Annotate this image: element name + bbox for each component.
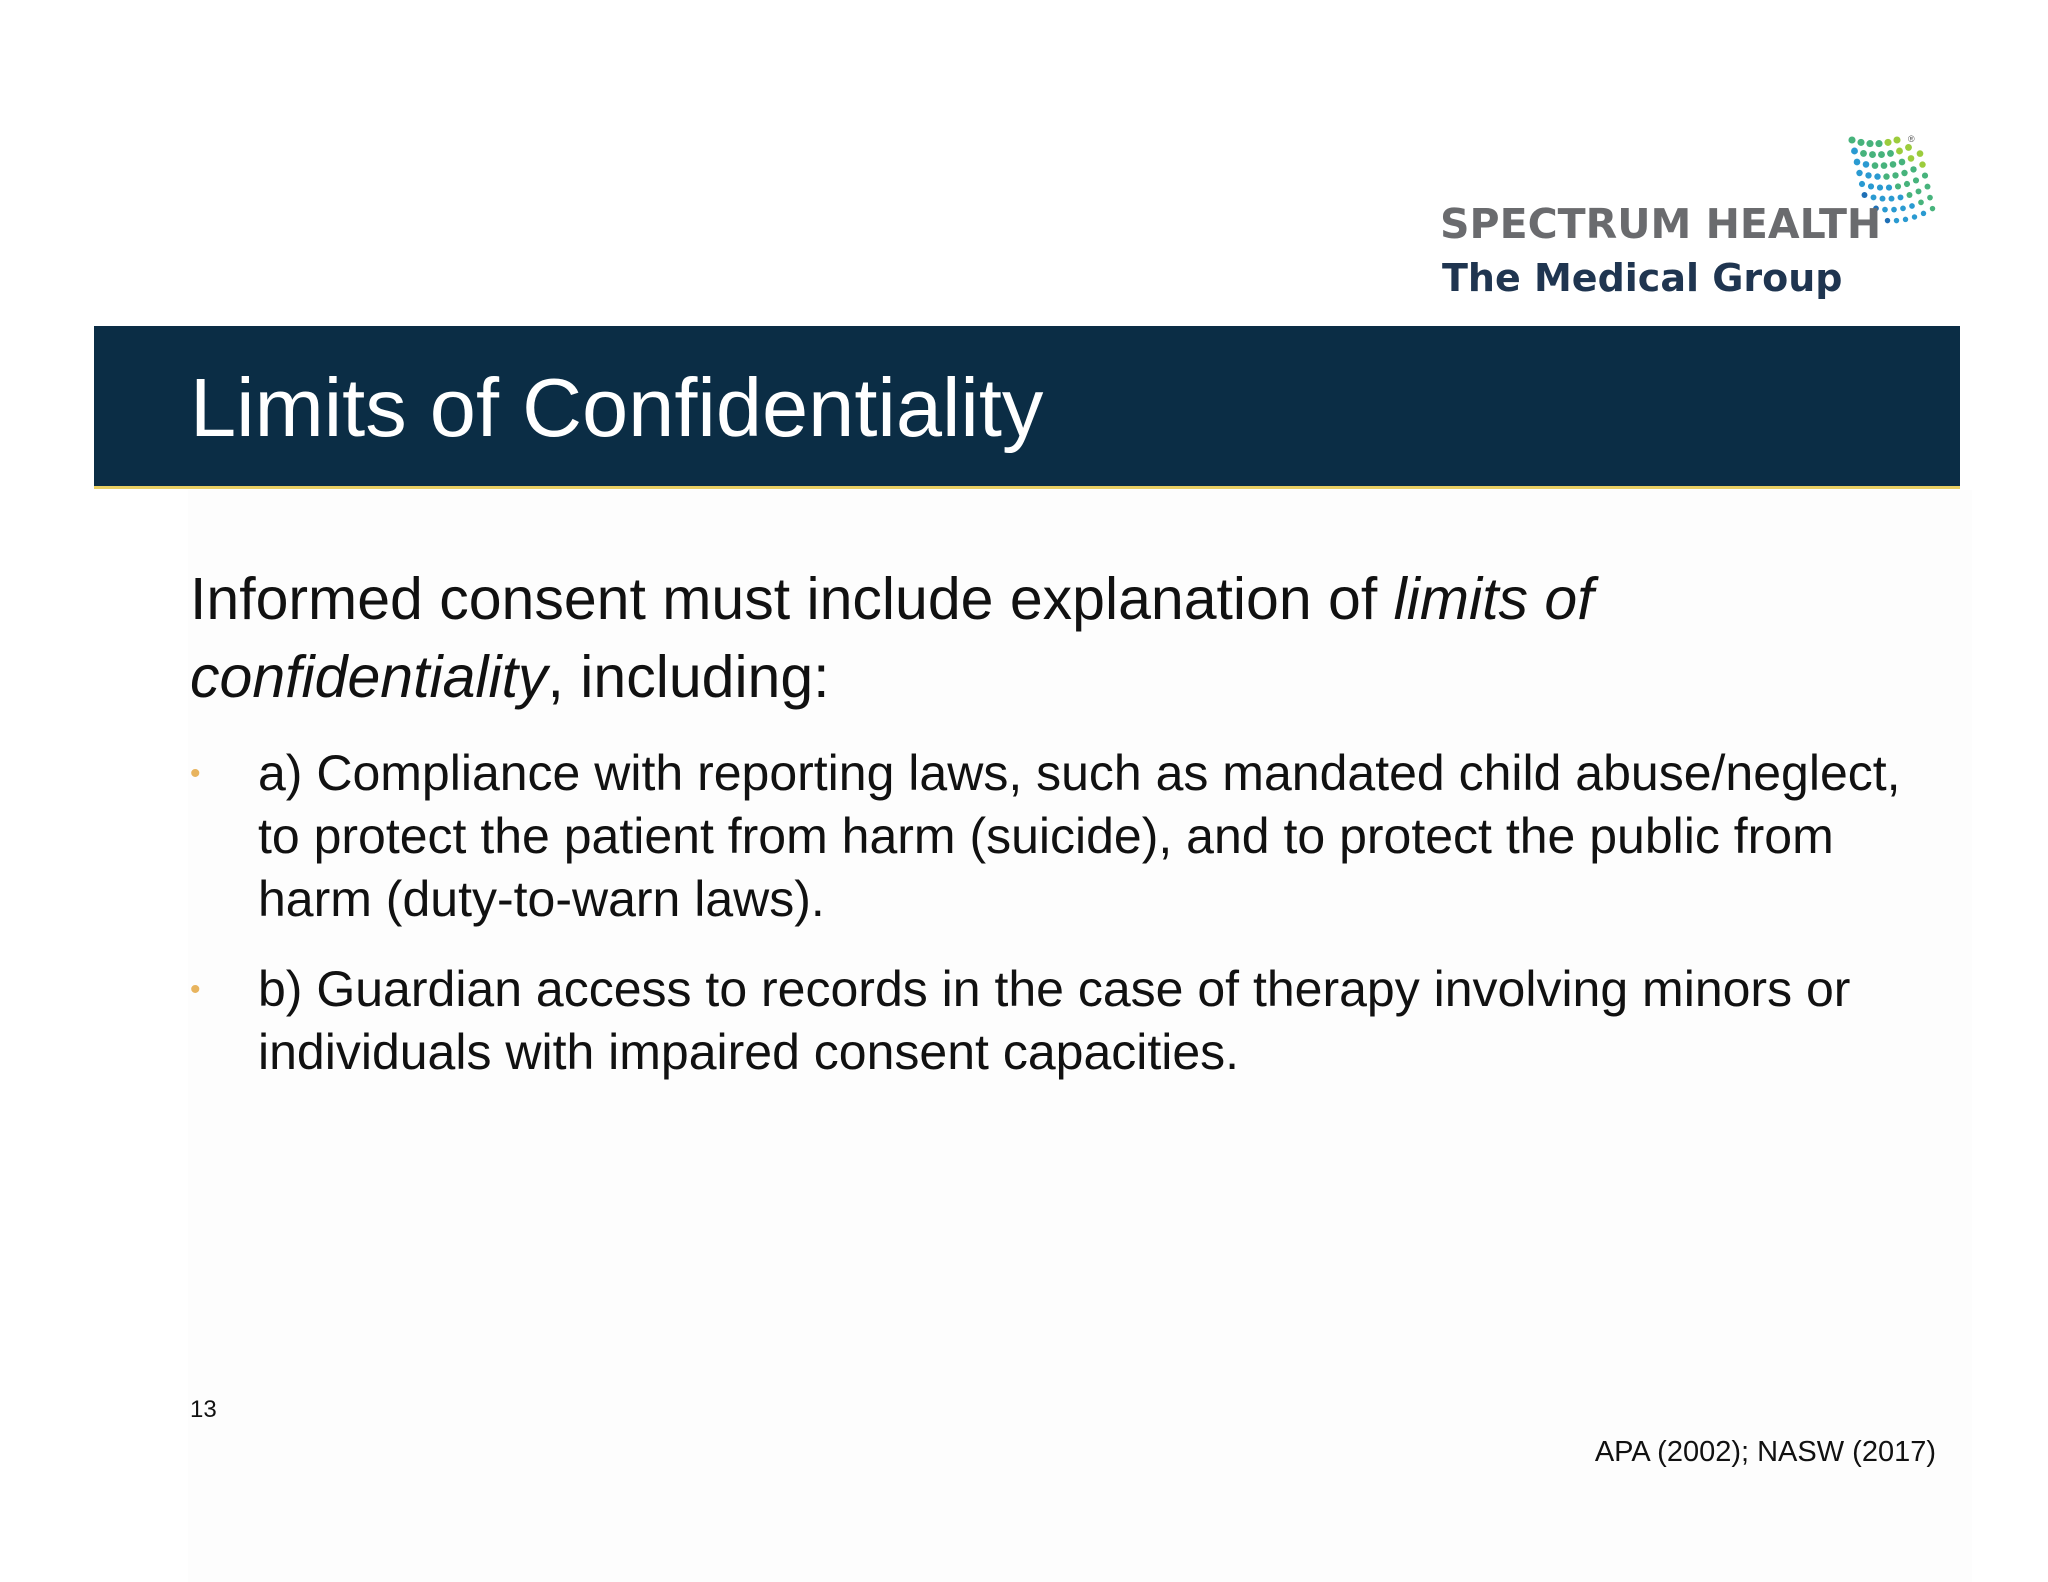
logo-dot xyxy=(1875,140,1882,147)
slide-title: Limits of Confidentiality xyxy=(190,361,1044,454)
logo-dot xyxy=(1903,217,1908,222)
logo-dot xyxy=(1918,200,1924,206)
logo-dot xyxy=(1854,159,1861,166)
logo-dot xyxy=(1899,159,1906,166)
logo-dot xyxy=(1877,185,1883,191)
logo-dot xyxy=(1910,166,1916,172)
logo-dot xyxy=(1927,195,1933,201)
logo-dot xyxy=(1890,161,1897,168)
logo-line-spectrum-health: SPECTRUM HEALTH xyxy=(1440,200,1882,248)
bullet-text-b: b) Guardian access to records in the case of therapy involving minors or individuals with impaired consent capacities. xyxy=(258,961,1851,1080)
logo-dot xyxy=(1889,196,1895,202)
logo-dot xyxy=(1895,183,1901,189)
logo-dot xyxy=(1894,218,1899,223)
logo-dot xyxy=(1883,173,1889,179)
logo-dot xyxy=(1856,170,1862,176)
logo-dot xyxy=(1886,185,1892,191)
logo-dot xyxy=(1930,206,1935,211)
logo-dot xyxy=(1882,207,1888,213)
logo-dot xyxy=(1922,173,1928,179)
intro-emphasis: limits of confidentiality xyxy=(190,566,1594,710)
logo-dot xyxy=(1887,150,1894,157)
logo-dot xyxy=(1912,214,1917,219)
logo-dot xyxy=(1884,139,1891,146)
logo-dot xyxy=(1898,194,1904,200)
logo-dot xyxy=(1863,161,1870,168)
bullet-item-a xyxy=(190,742,1910,931)
bullet-list xyxy=(190,742,1910,1111)
logo-dot xyxy=(1901,170,1907,176)
intro-text-end: , including: xyxy=(547,644,830,710)
title-bar xyxy=(94,326,1960,489)
logo-dot xyxy=(1907,192,1913,198)
logo-dot xyxy=(1891,207,1897,213)
logo-dot xyxy=(1916,188,1922,194)
logo-dot xyxy=(1866,140,1873,147)
logo-dot xyxy=(1917,150,1924,157)
logo-dot xyxy=(1909,203,1915,209)
logo-dot xyxy=(1913,177,1919,183)
logo-dot xyxy=(1881,162,1888,169)
logo-dot xyxy=(1896,148,1903,155)
intro-paragraph xyxy=(190,560,1810,716)
logo-dot xyxy=(1851,148,1858,155)
citation: APA (2002); NASW (2017) xyxy=(1594,1436,1936,1468)
logo-dot xyxy=(1874,173,1880,179)
logo-dot xyxy=(1893,136,1900,143)
bullet-dot-icon: • xyxy=(190,973,201,1006)
logo-dot xyxy=(1904,181,1910,187)
logo-line-medical-group: The Medical Group xyxy=(1442,256,1843,300)
logo-dot xyxy=(1860,150,1867,157)
bullet-item-b xyxy=(190,958,1910,1084)
logo-dot xyxy=(1885,218,1890,223)
logo-dot xyxy=(1892,172,1898,178)
intro-text-start: Informed consent must include explanation of xyxy=(190,566,1394,632)
bullet-text-a: a) Compliance with reporting laws, such as mandated child abuse/neglect, to protect the patient from harm (suicide), and to protect the public from harm (duty-to-warn laws). xyxy=(258,745,1901,927)
logo-dot xyxy=(1848,136,1855,143)
logo-dot xyxy=(1908,155,1915,162)
registered-mark: ® xyxy=(1908,134,1915,144)
logo-dot xyxy=(1905,144,1912,151)
logo-dot xyxy=(1857,139,1864,146)
logo-dot xyxy=(1862,192,1868,198)
logo-dot xyxy=(1868,183,1874,189)
logo-dot xyxy=(1865,172,1871,178)
slide-number: 13 xyxy=(190,1396,217,1423)
logo-dot xyxy=(1869,151,1876,158)
logo-dot xyxy=(1900,206,1906,212)
logo-dot xyxy=(1859,181,1865,187)
logo-dot xyxy=(1925,184,1931,190)
logo-dot xyxy=(1919,161,1925,167)
bullet-dot-icon: • xyxy=(190,757,201,790)
logo-dot xyxy=(1921,211,1926,216)
logo-dot xyxy=(1878,151,1885,158)
logo-dot xyxy=(1872,162,1879,169)
spectrum-health-logo xyxy=(1440,130,1940,310)
